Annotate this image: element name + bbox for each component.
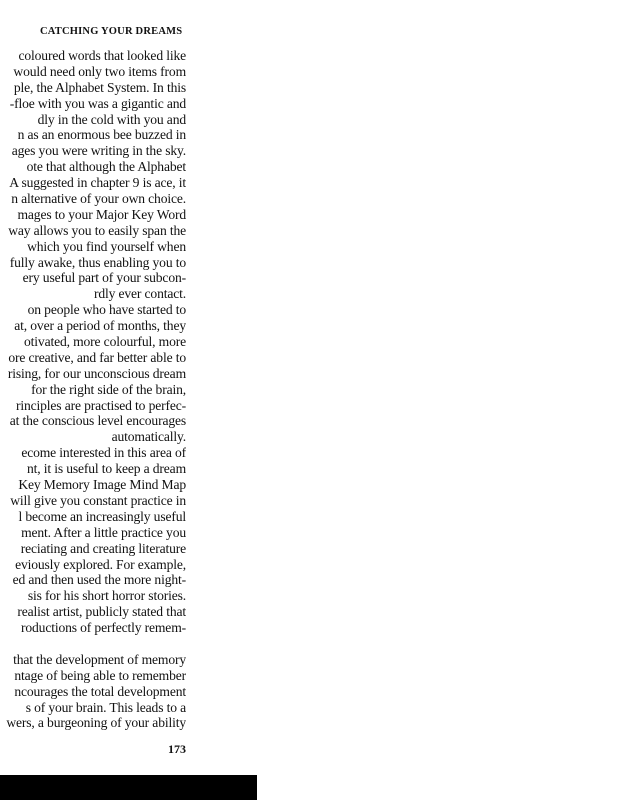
text-line: will give you constant practice in — [10, 492, 186, 508]
text-line: which you find yourself when — [27, 238, 186, 254]
text-line: otivated, more colourful, more — [24, 334, 186, 350]
text-line: reciating and creating literature — [20, 540, 186, 556]
text-line: ery useful part of your subcon- — [22, 270, 186, 286]
text-line: sis for his short horror stories. — [27, 588, 186, 604]
text-line: that the development of memory — [13, 651, 186, 667]
text-line: dly in the cold with you and — [37, 111, 186, 127]
text-line: way allows you to easily span the — [8, 222, 186, 238]
text-line: n alternative of your own choice. — [11, 191, 186, 207]
text-line: ecome interested in this area of — [21, 445, 186, 461]
text-line: ote that although the Alphabet — [26, 159, 186, 175]
text-line: roductions of perfectly remem- — [21, 620, 186, 636]
text-line: realist artist, publicly stated that — [17, 604, 186, 620]
scan-edge-bar — [0, 775, 257, 800]
text-line: for the right side of the brain, — [31, 381, 186, 397]
text-line: at the conscious level encourages — [9, 413, 186, 429]
text-line: coloured words that looked like — [18, 48, 186, 63]
text-line: l become an increasingly useful — [18, 508, 186, 524]
text-line: n as an enormous bee buzzed in — [17, 127, 186, 143]
text-line: A suggested in chapter 9 is ace, it — [9, 175, 186, 191]
text-line: at, over a period of months, they — [14, 318, 186, 334]
text-line: Key Memory Image Mind Map — [18, 477, 186, 493]
text-line: ple, the Alphabet System. In this — [13, 79, 186, 95]
page-number: 173 — [168, 742, 186, 756]
text-line: ment. After a little practice you — [21, 524, 186, 540]
text-line: on people who have started to — [27, 302, 186, 318]
text-line: automatically. — [111, 429, 186, 445]
text-line: would need only two items from — [13, 63, 186, 79]
text-line: rinciples are practised to perfec- — [15, 397, 186, 413]
text-line: rdly ever contact. — [93, 286, 186, 302]
body-text — [0, 48, 186, 731]
text-line: wers, a burgeoning of your ability — [6, 715, 186, 731]
text-line: nt, it is useful to keep a dream — [26, 461, 186, 477]
text-line: ntage of being able to remember — [14, 667, 186, 683]
text-line: ages you were writing in the sky. — [11, 143, 186, 159]
text-line: eviously explored. For example, — [15, 556, 186, 572]
text-line — [0, 636, 186, 652]
text-line: ncourages the total development — [14, 683, 186, 699]
text-line: s of your brain. This leads to a — [25, 699, 186, 715]
text-line: ore creative, and far better able to — [8, 349, 186, 365]
text-line: rising, for our unconscious dream — [7, 365, 186, 381]
text-line: fully awake, thus enabling you to — [9, 254, 186, 270]
running-head: CATCHING YOUR DREAMS — [40, 26, 183, 37]
text-line: mages to your Major Key Word — [17, 206, 186, 222]
text-line: -floe with you was a gigantic and — [9, 95, 186, 111]
text-line: ed and then used the more night- — [12, 572, 186, 588]
